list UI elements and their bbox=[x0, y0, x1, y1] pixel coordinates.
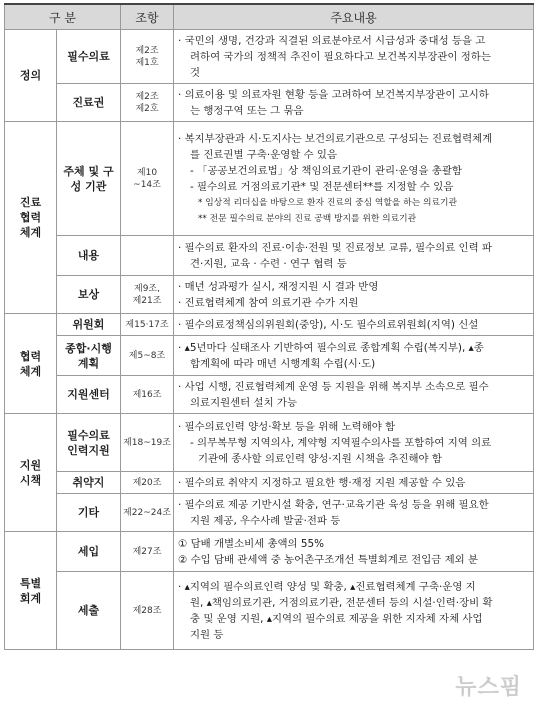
subcategory-cell: 종합·시행 계획 bbox=[57, 336, 121, 376]
table-header-row bbox=[5, 4, 534, 30]
table-row bbox=[5, 314, 534, 336]
subcategory-cell: 취약지 bbox=[57, 472, 121, 494]
category-cell: 정의 bbox=[5, 30, 57, 122]
header-content: 주요내용 bbox=[174, 4, 534, 30]
content-line: · ▴5년마다 실태조사 기반하여 필수의료 종합계획 수립(복지부), ▴종 bbox=[178, 341, 484, 354]
table-row bbox=[5, 122, 534, 236]
content-cell bbox=[174, 30, 534, 84]
content-line: 지원 제공, 우수사례 발굴·전파 등 bbox=[190, 514, 341, 527]
content-line: · 복지부장관과 시·도지사는 보건의료기관으로 구성되는 진료협력체계 bbox=[178, 132, 493, 145]
content-line: ② 수입 담배 관세액 중 농어촌구조개선 특별회계로 전입금 제외 분 bbox=[178, 553, 479, 566]
content-cell bbox=[174, 84, 534, 122]
content-line: 려하여 국가의 정책적 추진이 필요하다고 보건복지부장관이 정하는 bbox=[190, 50, 491, 63]
content-cell bbox=[174, 236, 534, 276]
subcategory-cell: 내용 bbox=[57, 236, 121, 276]
content-line: · 필수의료정책심의위원회(중앙), 시·도 필수의료위원회(지역) 신설 bbox=[178, 318, 479, 331]
subcategory-cell: 보상 bbox=[57, 276, 121, 314]
content-line: 는 행정구역 또는 그 묶음 bbox=[190, 104, 304, 117]
content-cell bbox=[174, 532, 534, 572]
article-cell bbox=[121, 236, 174, 276]
subcategory-cell: 필수의료 인력지원 bbox=[57, 414, 121, 472]
content-line: 합계획에 따라 매년 시행계획 수립(시·도) bbox=[190, 357, 376, 370]
content-line: - 필수의료 거점의료기관* 및 전문센터**를 지정할 수 있음 bbox=[190, 180, 454, 193]
content-line: 원, ▴책임의료기관, 거점의료기관, 전문센터 등의 시설·인력·장비 확 bbox=[190, 596, 493, 609]
content-line: · ▴지역의 필수의료인력 양성 및 확충, ▴진료협력체계 구축·운영 지 bbox=[178, 580, 476, 593]
subcategory-cell: 기타 bbox=[57, 494, 121, 532]
content-line: 것 bbox=[190, 66, 201, 79]
table-row bbox=[5, 494, 534, 532]
article-cell: 제27조 bbox=[121, 532, 174, 572]
article-cell: 제2조 제1호 bbox=[121, 30, 174, 84]
subcategory-cell: 세출 bbox=[57, 572, 121, 650]
header-category: 구 분 bbox=[5, 4, 121, 30]
subcategory-cell: 세입 bbox=[57, 532, 121, 572]
subcategory-cell: 지원센터 bbox=[57, 376, 121, 414]
category-cell: 지원 시책 bbox=[5, 414, 57, 532]
article-cell: 제2조 제2호 bbox=[121, 84, 174, 122]
subcategory-cell: 필수의료 bbox=[57, 30, 121, 84]
content-line: · 진료협력체계 참여 의료기관 수가 지원 bbox=[178, 296, 359, 309]
table-row bbox=[5, 84, 534, 122]
article-cell: 제16조 bbox=[121, 376, 174, 414]
header-article: 조항 bbox=[121, 4, 174, 30]
article-cell: 제15·17조 bbox=[121, 314, 174, 336]
table-row bbox=[5, 30, 534, 84]
content-line: · 의료이용 및 의료자원 현황 등을 고려하여 보건복지부장관이 고시하 bbox=[178, 88, 489, 101]
content-cell bbox=[174, 414, 534, 472]
table-row bbox=[5, 236, 534, 276]
content-line: - 의무복무형 지역의사, 계약형 지역필수의사를 포함하여 지역 의료 bbox=[190, 436, 492, 449]
content-cell bbox=[174, 314, 534, 336]
table-row bbox=[5, 376, 534, 414]
subcategory-cell: 진료권 bbox=[57, 84, 121, 122]
content-line: · 필수의료인력 양성·확보 등을 위해 노력해야 함 bbox=[178, 420, 396, 433]
content-cell bbox=[174, 276, 534, 314]
article-cell: 제28조 bbox=[121, 572, 174, 650]
table-row bbox=[5, 472, 534, 494]
content-line: · 국민의 생명, 건강과 직결된 의료분야로서 시급성과 중대성 등을 고 bbox=[178, 34, 486, 47]
article-cell: 제22~24조 bbox=[121, 494, 174, 532]
content-line: 를 진료권별 구축·운영할 수 있음 bbox=[190, 148, 337, 161]
category-cell: 협력 체계 bbox=[5, 314, 57, 414]
article-cell: 제20조 bbox=[121, 472, 174, 494]
subcategory-cell: 위원회 bbox=[57, 314, 121, 336]
article-cell: 제18~19조 bbox=[121, 414, 174, 472]
content-cell bbox=[174, 472, 534, 494]
content-line: - 「공공보건의료법」상 책임의료기관이 관리·운영을 총괄함 bbox=[190, 164, 462, 177]
law-summary-table bbox=[4, 3, 534, 650]
content-line: · 매년 성과평가 실시, 재정지원 시 결과 반영 bbox=[178, 280, 379, 293]
table-row bbox=[5, 336, 534, 376]
content-cell bbox=[174, 376, 534, 414]
content-cell bbox=[174, 336, 534, 376]
content-cell bbox=[174, 494, 534, 532]
content-cell bbox=[174, 572, 534, 650]
subcategory-cell: 주체 및 구 성 기관 bbox=[57, 122, 121, 236]
content-line: · 필수의료 제공 기반시설 확충, 연구·교육기관 육성 등을 위해 필요한 bbox=[178, 498, 489, 511]
content-line: · 사업 시행, 진료협력체계 운영 등 지원을 위해 복지부 소속으로 필수 bbox=[178, 380, 489, 393]
content-note: * 임상적 리더십을 바탕으로 환자 진료의 중심 역할을 하는 의료기관 bbox=[198, 197, 458, 208]
content-line: 기관에 종사할 의료인력 양성·지원 시책을 추진해야 함 bbox=[198, 452, 442, 465]
content-line: 견·지원, 교육 · 수련 · 연구 협력 등 bbox=[190, 257, 347, 270]
content-line: · 필수의료 환자의 진료·이송·전원 및 진료정보 교류, 필수의료 인력 파 bbox=[178, 241, 492, 254]
table-row bbox=[5, 276, 534, 314]
watermark-logo: 뉴스핌 bbox=[455, 675, 522, 700]
table-row bbox=[5, 414, 534, 472]
article-cell: 제10 ~14조 bbox=[121, 122, 174, 236]
category-cell: 진료 협력 체계 bbox=[5, 122, 57, 314]
content-line: ① 담배 개별소비세 총액의 55% bbox=[178, 537, 324, 550]
content-note: ** 전문 필수의료 분야의 진료 공백 방지를 위한 의료기관 bbox=[198, 213, 417, 224]
category-cell: 특별 회계 bbox=[5, 532, 57, 650]
content-line: · 필수의료 취약지 지정하고 필요한 행·재정 지원 제공할 수 있음 bbox=[178, 476, 466, 489]
content-line: 의료지원센터 설치 가능 bbox=[190, 396, 297, 409]
article-cell: 제5~8조 bbox=[121, 336, 174, 376]
content-line: 충 및 운영 지원, ▴지역의 필수의료 제공을 위한 지자체 자체 사업 bbox=[190, 612, 483, 625]
article-cell: 제9조, 제21조 bbox=[121, 276, 174, 314]
content-cell bbox=[174, 122, 534, 236]
content-line: 지원 등 bbox=[190, 628, 224, 641]
table-row bbox=[5, 532, 534, 572]
table-row bbox=[5, 572, 534, 650]
